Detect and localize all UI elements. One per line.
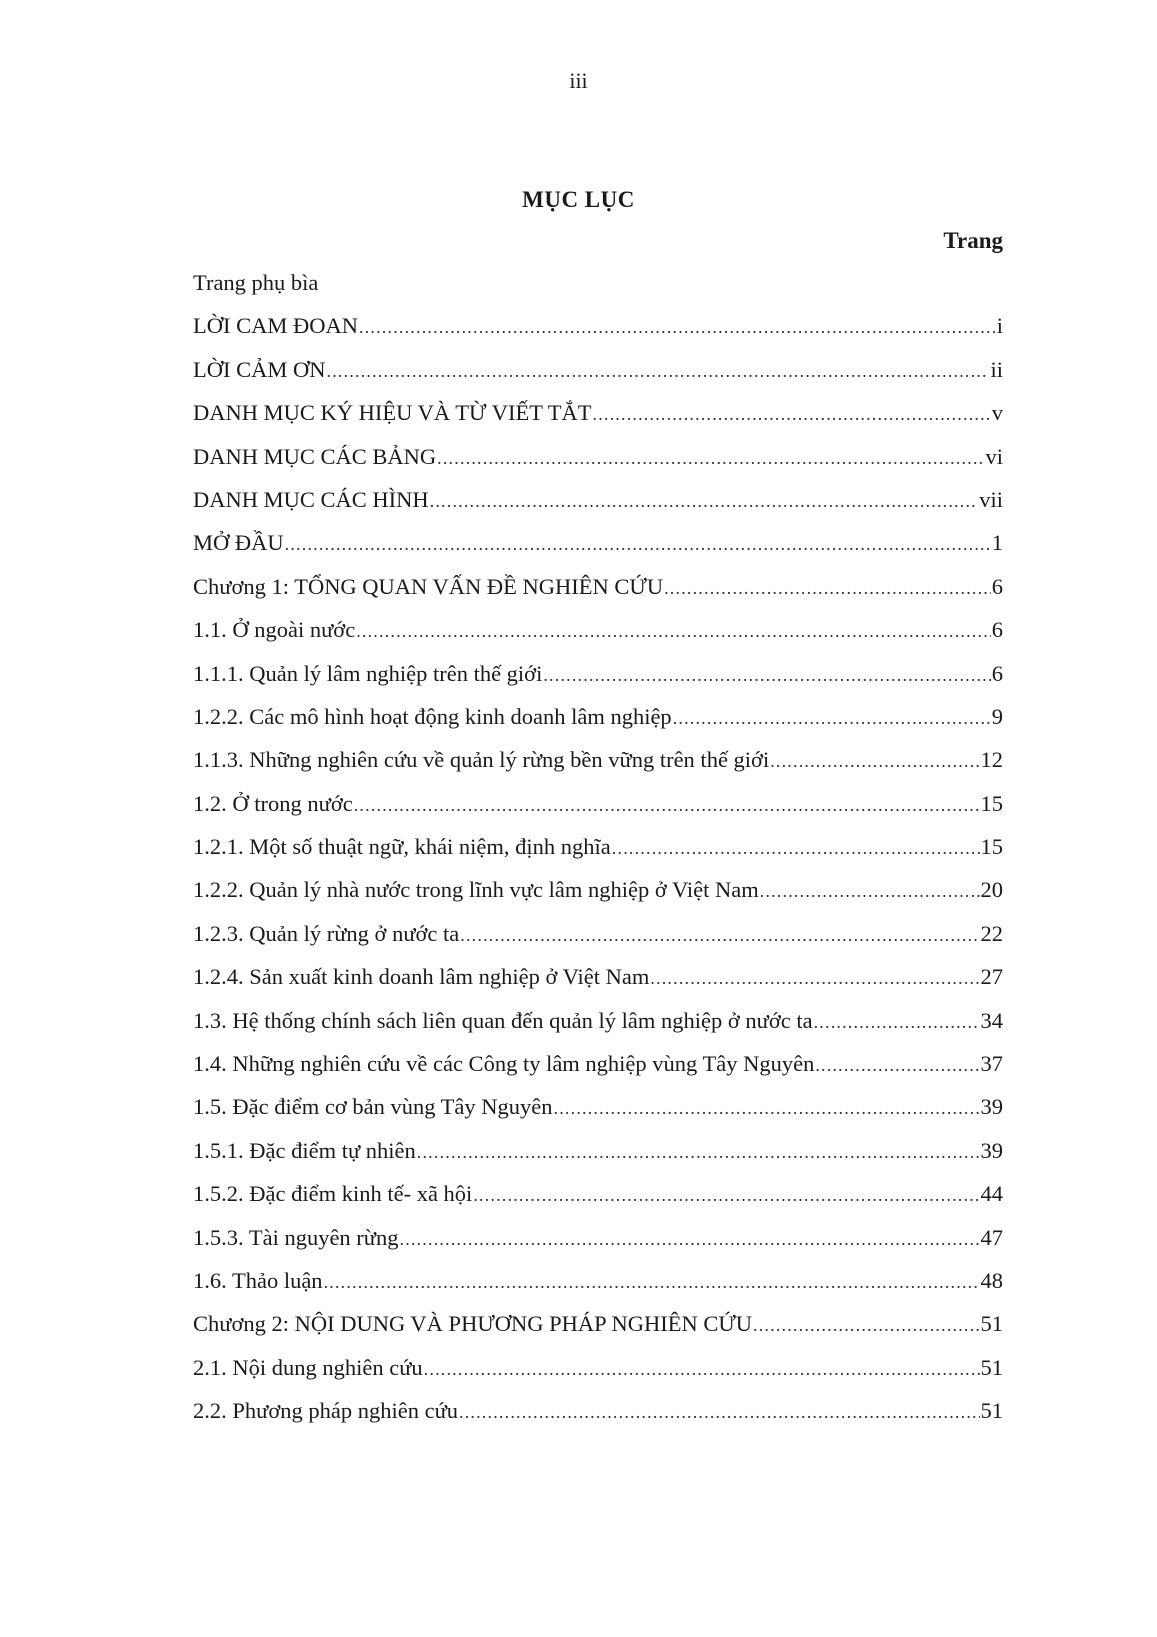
toc-entry[interactable] xyxy=(193,1396,1003,1439)
toc-entry-label: 1.2.2. Quản lý nhà nước trong lĩnh vực lâm nghiệp ở Việt Nam xyxy=(193,877,759,903)
toc-title: MỤC LỤC xyxy=(522,187,635,212)
dot-leader xyxy=(760,876,980,906)
toc-entry[interactable] xyxy=(193,528,1003,571)
dot-leader xyxy=(354,790,980,820)
dot-leader xyxy=(543,660,990,690)
dot-leader xyxy=(437,443,984,473)
toc-entry-page: 51 xyxy=(980,1354,1003,1380)
toc-entry-label: 1.2.2. Các mô hình hoạt động kinh doanh lâm nghiệp xyxy=(193,703,672,729)
toc-entry-page: 6 xyxy=(991,660,1003,686)
toc-entry[interactable] xyxy=(193,311,1003,354)
dot-leader xyxy=(356,616,991,646)
toc-entry-label: 1.5.3. Tài nguyên rừng xyxy=(193,1224,399,1250)
toc-entry-page: 44 xyxy=(980,1181,1003,1207)
toc-entry-page: 39 xyxy=(980,1094,1003,1120)
dot-leader xyxy=(424,1354,980,1384)
dot-leader xyxy=(430,486,979,516)
toc-entry-label: 1.3. Hệ thống chính sách liên quan đến quản lý lâm nghiệp ở nước ta xyxy=(193,1007,813,1033)
toc-entry-page: ii xyxy=(990,356,1003,382)
toc-entry-page: 12 xyxy=(980,747,1003,773)
toc-entry-page: 51 xyxy=(980,1311,1003,1337)
toc-entry-page: 39 xyxy=(980,1137,1003,1163)
toc-entry[interactable] xyxy=(193,789,1003,832)
toc-entry-label: 1.2.3. Quản lý rừng ở nước ta xyxy=(193,920,460,946)
toc-entry-page: 34 xyxy=(980,1007,1003,1033)
dot-leader xyxy=(327,356,990,386)
toc-entry-page: 9 xyxy=(991,703,1003,729)
toc-entry-page: 15 xyxy=(980,834,1003,860)
dot-leader xyxy=(554,1093,980,1123)
toc-entry-page: v xyxy=(991,400,1003,426)
dot-leader xyxy=(285,529,991,559)
toc-entry-page: i xyxy=(996,313,1003,339)
toc-entry[interactable] xyxy=(193,572,1003,615)
toc-entry-page: 1 xyxy=(991,530,1003,556)
toc-entry-label: 2.2. Phương pháp nghiên cứu xyxy=(193,1398,459,1424)
toc-entry-label: 1.2.1. Một số thuật ngữ, khái niệm, định nghĩa xyxy=(193,834,611,860)
toc-entry-page: 48 xyxy=(980,1267,1003,1293)
dot-leader xyxy=(612,833,980,863)
dot-leader xyxy=(417,1137,980,1167)
dot-leader xyxy=(814,1007,980,1037)
toc-entry[interactable] xyxy=(193,702,1003,745)
toc-entry-label: 1.2. Ở trong nước xyxy=(193,790,353,816)
dot-leader xyxy=(664,573,991,603)
toc-entry-label: 1.1. Ở ngoài nước xyxy=(193,617,356,643)
toc-entry-label: 1.1.3. Những nghiên cứu về quản lý rừng bền vững trên thế giới xyxy=(193,747,770,773)
dot-leader xyxy=(400,1224,980,1254)
toc-entry[interactable] xyxy=(193,875,1003,918)
toc-entry[interactable] xyxy=(193,1353,1003,1396)
toc-entry-label: DANH MỤC KÝ HIỆU VÀ TỪ VIẾT TẮT xyxy=(193,400,592,426)
page-column-header: Trang xyxy=(943,228,1003,253)
toc-entry-label: 1.5. Đặc điểm cơ bản vùng Tây Nguyên xyxy=(193,1094,553,1120)
toc-entry-label: 1.1.1. Quản lý lâm nghiệp trên thế giới xyxy=(193,660,543,686)
toc-entry-label: DANH MỤC CÁC BẢNG xyxy=(193,443,437,469)
toc-entry-label: LỜI CẢM ƠN xyxy=(193,356,326,382)
toc-entry[interactable] xyxy=(193,1136,1003,1179)
dot-leader xyxy=(753,1310,979,1340)
toc-entry-page: vii xyxy=(979,486,1003,512)
page-number: iii xyxy=(569,68,588,93)
toc-entry[interactable] xyxy=(193,485,1003,528)
dot-leader xyxy=(473,1180,979,1210)
dot-leader xyxy=(650,963,979,993)
toc-entry-label: Trang phụ bìa xyxy=(193,270,319,295)
toc-entry[interactable] xyxy=(193,832,1003,875)
toc-entry-page: 22 xyxy=(980,920,1003,946)
toc-entry-page: 6 xyxy=(991,617,1003,643)
toc-entry[interactable] xyxy=(193,1006,1003,1049)
toc-entry[interactable] xyxy=(193,1179,1003,1222)
toc-entry[interactable] xyxy=(193,962,1003,1005)
dot-leader xyxy=(324,1267,980,1297)
toc-entry-page: 47 xyxy=(980,1224,1003,1250)
dot-leader xyxy=(815,1050,979,1080)
toc-entry[interactable] xyxy=(193,1223,1003,1266)
dot-leader xyxy=(673,703,991,733)
toc-entry[interactable] xyxy=(193,659,1003,702)
toc-entry-label: 1.4. Những nghiên cứu về các Công ty lâm nghiệp vùng Tây Nguyên xyxy=(193,1051,815,1077)
table-of-contents xyxy=(193,268,1003,1440)
toc-entry[interactable] xyxy=(193,442,1003,485)
toc-entry-page: 6 xyxy=(991,573,1003,599)
toc-entry-page: 51 xyxy=(980,1398,1003,1424)
toc-entry-label: 1.5.2. Đặc điểm kinh tế- xã hội xyxy=(193,1181,473,1207)
toc-entry[interactable] xyxy=(193,1309,1003,1352)
toc-entry[interactable] xyxy=(193,919,1003,962)
dot-leader xyxy=(359,312,996,342)
toc-entry-label: 1.5.1. Đặc điểm tự nhiên xyxy=(193,1137,416,1163)
toc-entry[interactable] xyxy=(193,745,1003,788)
toc-entry-page: 27 xyxy=(980,964,1003,990)
toc-entry-page: 20 xyxy=(980,877,1003,903)
dot-leader xyxy=(593,399,991,429)
toc-entry-label: LỜI CAM ĐOAN xyxy=(193,313,358,339)
dot-leader xyxy=(460,920,979,950)
dot-leader xyxy=(459,1397,979,1427)
toc-entry-page: 37 xyxy=(980,1051,1003,1077)
toc-entry-label: Chương 1: TỔNG QUAN VẤN ĐỀ NGHIÊN CỨU xyxy=(193,573,664,599)
toc-entry-label: DANH MỤC CÁC HÌNH xyxy=(193,486,429,512)
toc-entry-label: 1.6. Thảo luận xyxy=(193,1267,323,1293)
toc-entry[interactable] xyxy=(193,615,1003,658)
toc-entry-page: 15 xyxy=(980,790,1003,816)
toc-entry[interactable] xyxy=(193,1049,1003,1092)
dot-leader xyxy=(770,746,979,776)
toc-entry[interactable] xyxy=(193,398,1003,441)
toc-entry[interactable] xyxy=(193,355,1003,398)
toc-entry-label: 2.1. Nội dung nghiên cứu xyxy=(193,1354,423,1380)
toc-entry[interactable] xyxy=(193,268,1003,311)
toc-entry-label: 1.2.4. Sản xuất kinh doanh lâm nghiệp ở Việt Nam xyxy=(193,964,650,990)
toc-entry-label: MỞ ĐẦU xyxy=(193,530,284,556)
toc-entry-label: Chương 2: NỘI DUNG VÀ PHƯƠNG PHÁP NGHIÊN CỨU xyxy=(193,1311,753,1337)
toc-entry[interactable] xyxy=(193,1266,1003,1309)
toc-entry-page: vi xyxy=(985,443,1003,469)
toc-entry[interactable] xyxy=(193,1092,1003,1135)
